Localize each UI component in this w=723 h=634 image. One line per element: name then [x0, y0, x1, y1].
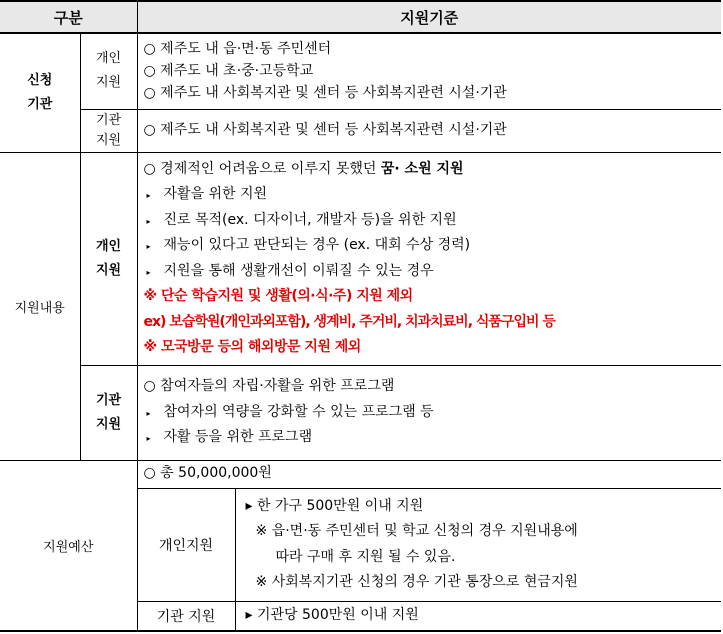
content-personal-item	[138, 182, 722, 208]
item-text: 재능이 있다고 판단되는 경우 (ex. 대회 수상 경력)	[163, 237, 471, 253]
apply-org-content	[137, 109, 721, 152]
header-category: 구분	[0, 1, 137, 33]
content-org-item	[138, 425, 722, 451]
content-org-content	[137, 365, 721, 460]
triangle-bullet-icon: ▸	[146, 434, 151, 444]
budget-personal-label: 개인지원	[137, 488, 235, 601]
budget-personal-item: 따라 구매 후 지원 될 수 있음.	[275, 548, 456, 565]
apply-personal-item: ○ 제주도 내 초·중·고등학교	[143, 63, 314, 80]
content-personal-content	[137, 152, 721, 365]
intro-bold: 꿈· 소원 지원	[380, 160, 464, 177]
triangle-bullet-icon: ▸	[146, 267, 151, 277]
budget-total	[137, 460, 721, 488]
triangle-bullet-icon: ▸	[146, 191, 151, 200]
apply-label	[0, 33, 80, 152]
content-personal-row	[0, 152, 721, 365]
apply-personal-item: ○ 제주도 내 사회복지관 및 센터 등 사회복지관련 시설·기관	[143, 85, 507, 102]
item-text: 자활을 위한 지원	[163, 186, 268, 202]
apply-personal-item: ○ 제주도 내 읍·면·동 주민센터	[143, 41, 332, 58]
apply-org-label	[80, 109, 137, 152]
content-org-item	[138, 400, 722, 426]
budget-personal-item: ※ 읍·면·동 주민센터 및 학교 신청의 경우 지원내용에	[255, 523, 578, 539]
content-label: 지원내용	[0, 152, 80, 460]
content-org-label-line1: 기관	[95, 392, 122, 408]
apply-personal-label-line1: 개인	[95, 51, 122, 67]
content-personal-item	[138, 233, 722, 259]
budget-total-text: ○ 총 50,000,000원	[143, 465, 272, 482]
item-text: 참여자의 역량을 강화할 수 있는 프로그램 등	[163, 403, 434, 420]
apply-label-line1: 신청	[27, 72, 53, 88]
intro-prefix: ○ 경제적인 어려움으로 이루지 못했던	[143, 160, 381, 177]
apply-org-label-line1: 기관	[95, 112, 122, 128]
content-personal-intro	[138, 157, 722, 183]
item-text: 지원을 통해 생활개선이 이뤄질 수 있는 경우	[163, 262, 434, 279]
content-personal-note: ex) 보습학원(개인과외포함), 생계비, 주거비, 치과치료비, 식품구입비 등	[143, 313, 555, 330]
apply-personal-content	[137, 33, 721, 109]
item-text: 자활 등을 위한 프로그램	[163, 429, 313, 446]
apply-personal-label-line2: 지원	[95, 75, 122, 91]
triangle-bullet-icon: ▸	[146, 242, 151, 251]
content-personal-label-line1: 개인	[95, 238, 122, 254]
content-org-row	[0, 365, 721, 460]
apply-personal-label	[80, 33, 137, 109]
budget-label: 지원예산	[0, 460, 137, 631]
budget-personal-item: ▸ 한 가구 500만원 이내 지원	[245, 497, 424, 514]
budget-org-content	[235, 601, 721, 631]
table-header-row	[0, 1, 721, 33]
budget-org-label: 기관 지원	[137, 601, 235, 631]
budget-personal-content	[235, 488, 721, 601]
apply-org-row	[0, 109, 721, 152]
apply-personal-row	[0, 33, 721, 109]
content-org-intro: ○ 참여자들의 자립·자활을 위한 프로그램	[143, 378, 395, 395]
content-personal-note: ※ 단순 학습지원 및 생활(의·식·주) 지원 제외	[143, 288, 413, 304]
budget-org-item: ▸ 기관당 500만원 이내 지원	[245, 607, 419, 623]
header-criteria: 지원기준	[137, 1, 721, 33]
content-personal-item	[138, 259, 722, 285]
content-personal-note: ※ 모국방문 등의 해외방문 지원 제외	[143, 339, 361, 355]
apply-label-line2: 기관	[27, 96, 53, 112]
budget-total-row	[0, 460, 721, 488]
item-text: 진로 목적(ex. 디자이너, 개발자 등)을 위한 지원	[163, 211, 457, 228]
apply-org-label-line2: 지원	[95, 132, 122, 148]
triangle-bullet-icon: ▸	[146, 216, 151, 226]
triangle-bullet-icon: ▸	[146, 408, 151, 418]
content-personal-item	[138, 208, 722, 234]
apply-org-item: ○ 제주도 내 사회복지관 및 센터 등 사회복지관련 시설·기관	[143, 121, 507, 138]
content-personal-label	[80, 152, 137, 365]
content-org-label-line2: 지원	[95, 416, 122, 432]
budget-personal-item: ※ 사회복지기관 신청의 경우 기관 통장으로 현금지원	[255, 574, 578, 590]
content-org-label	[80, 365, 137, 460]
content-personal-label-line2: 지원	[95, 262, 122, 278]
